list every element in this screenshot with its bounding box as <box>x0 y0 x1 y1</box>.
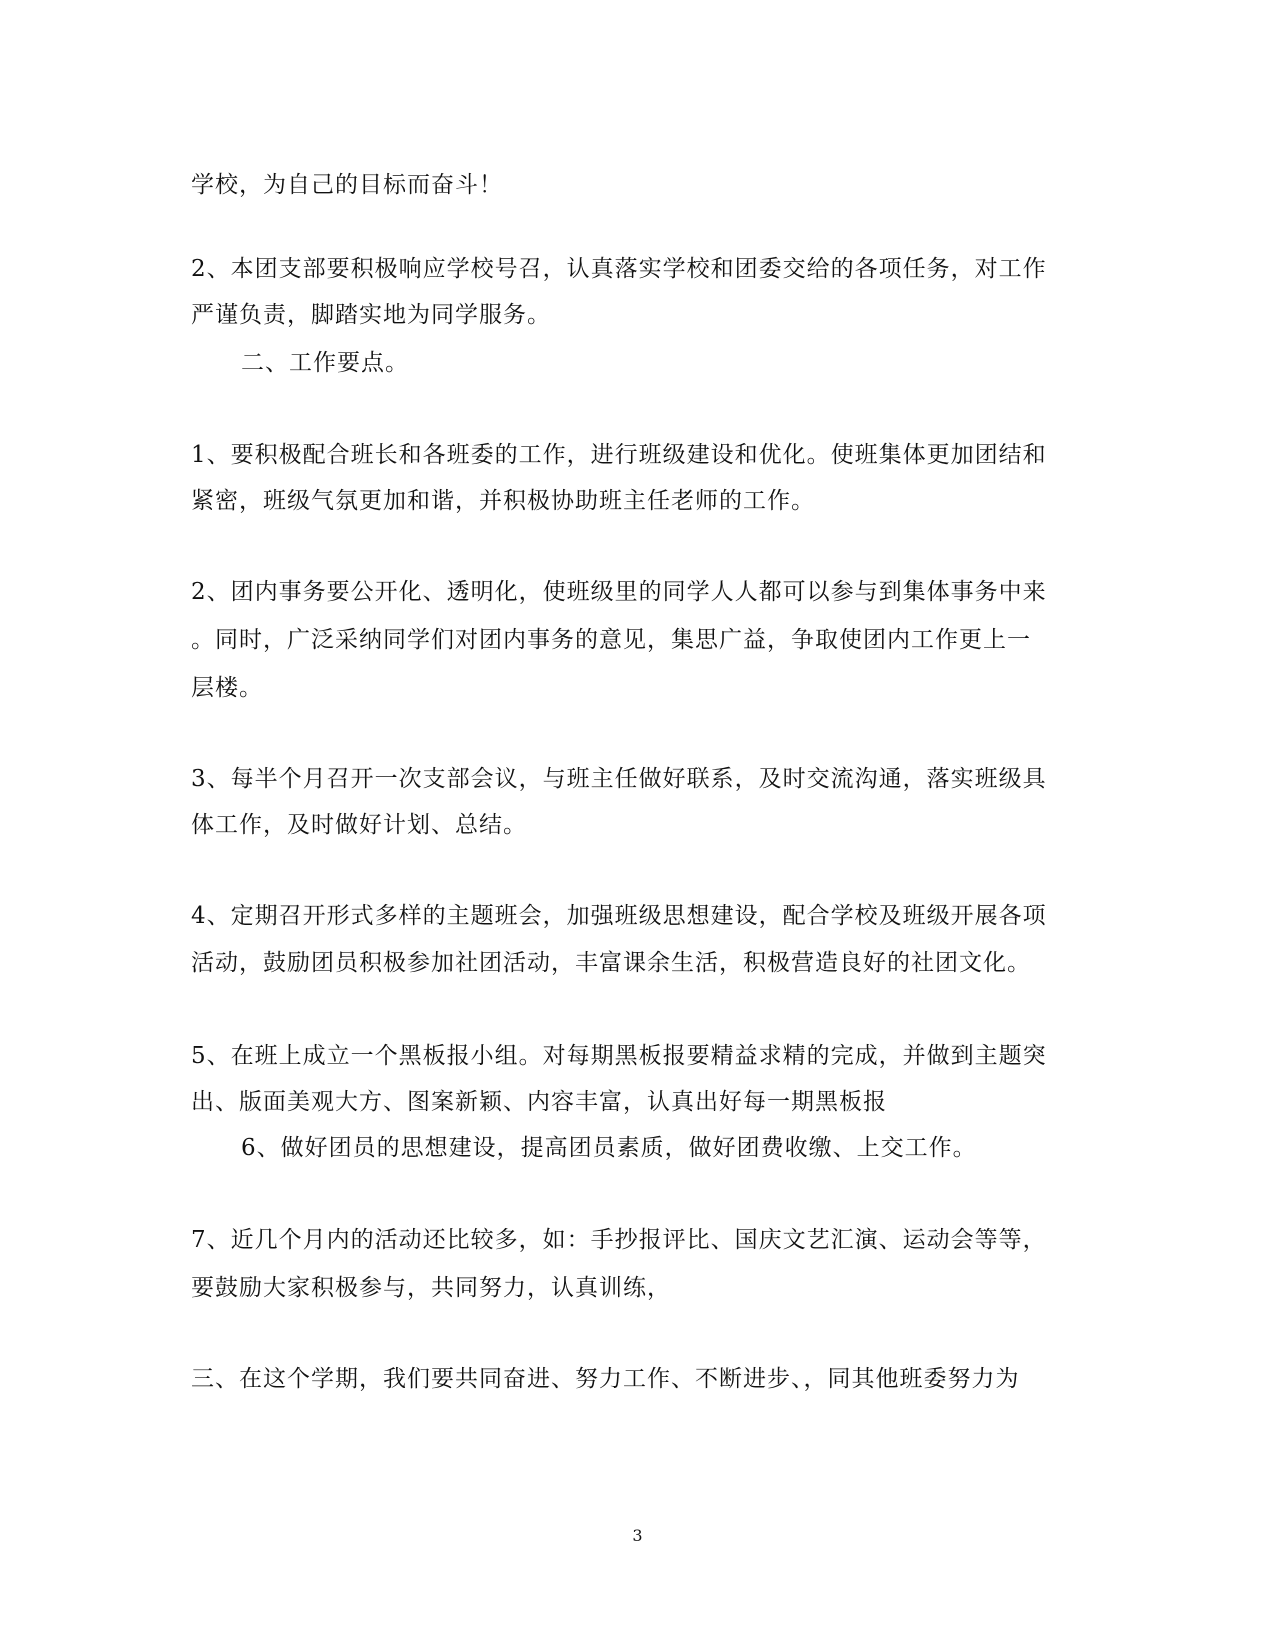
text-line: 6、做好团员的思想建设，提高团员素质，做好团费收缴、上交工作。 <box>241 1135 977 1161</box>
section-heading: 三、在这个学期，我们要共同奋进、努力工作、不断进步、，同其他班委努力为 <box>191 1366 1020 1392</box>
text-line: 5、在班上成立一个黑板报小组。对每期黑板报要精益求精的完成，并做到主题突 <box>191 1043 1047 1069</box>
text-line: 要鼓励大家积极参与，共同努力，认真训练， <box>191 1275 671 1301</box>
text-line: 1、要积极配合班长和各班委的工作，进行班级建设和优化。使班集体更加团结和 <box>191 442 1047 468</box>
text-line: 活动，鼓励团员积极参加社团活动，丰富课余生活，积极营造良好的社团文化。 <box>191 950 1031 976</box>
text-line: 7、近几个月内的活动还比较多，如：手抄报评比、国庆文艺汇演、运动会等等， <box>191 1227 1047 1253</box>
text-line: 2、本团支部要积极响应学校号召，认真落实学校和团委交给的各项任务，对工作 <box>191 256 1047 282</box>
text-line: 。同时，广泛采纳同学们对团内事务的意见，集思广益，争取使团内工作更上一 <box>191 627 1031 653</box>
text-line: 4、定期召开形式多样的主题班会，加强班级思想建设，配合学校及班级开展各项 <box>191 903 1047 929</box>
text-line: 严谨负责，脚踏实地为同学服务。 <box>191 302 551 328</box>
text-line: 学校，为自己的目标而奋斗！ <box>191 172 503 198</box>
text-line: 2、团内事务要公开化、透明化，使班级里的同学人人都可以参与到集体事务中来 <box>191 579 1047 605</box>
text-line: 紧密，班级气氛更加和谐，并积极协助班主任老师的工作。 <box>191 488 815 514</box>
page-number: 3 <box>632 1526 643 1545</box>
text-line: 层楼。 <box>191 675 263 701</box>
text-line: 出、版面美观大方、图案新颖、内容丰富，认真出好每一期黑板报 <box>191 1089 887 1115</box>
section-heading: 二、工作要点。 <box>241 350 409 376</box>
text-line: 3、每半个月召开一次支部会议，与班主任做好联系，及时交流沟通，落实班级具 <box>191 766 1047 792</box>
text-line: 体工作，及时做好计划、总结。 <box>191 812 527 838</box>
